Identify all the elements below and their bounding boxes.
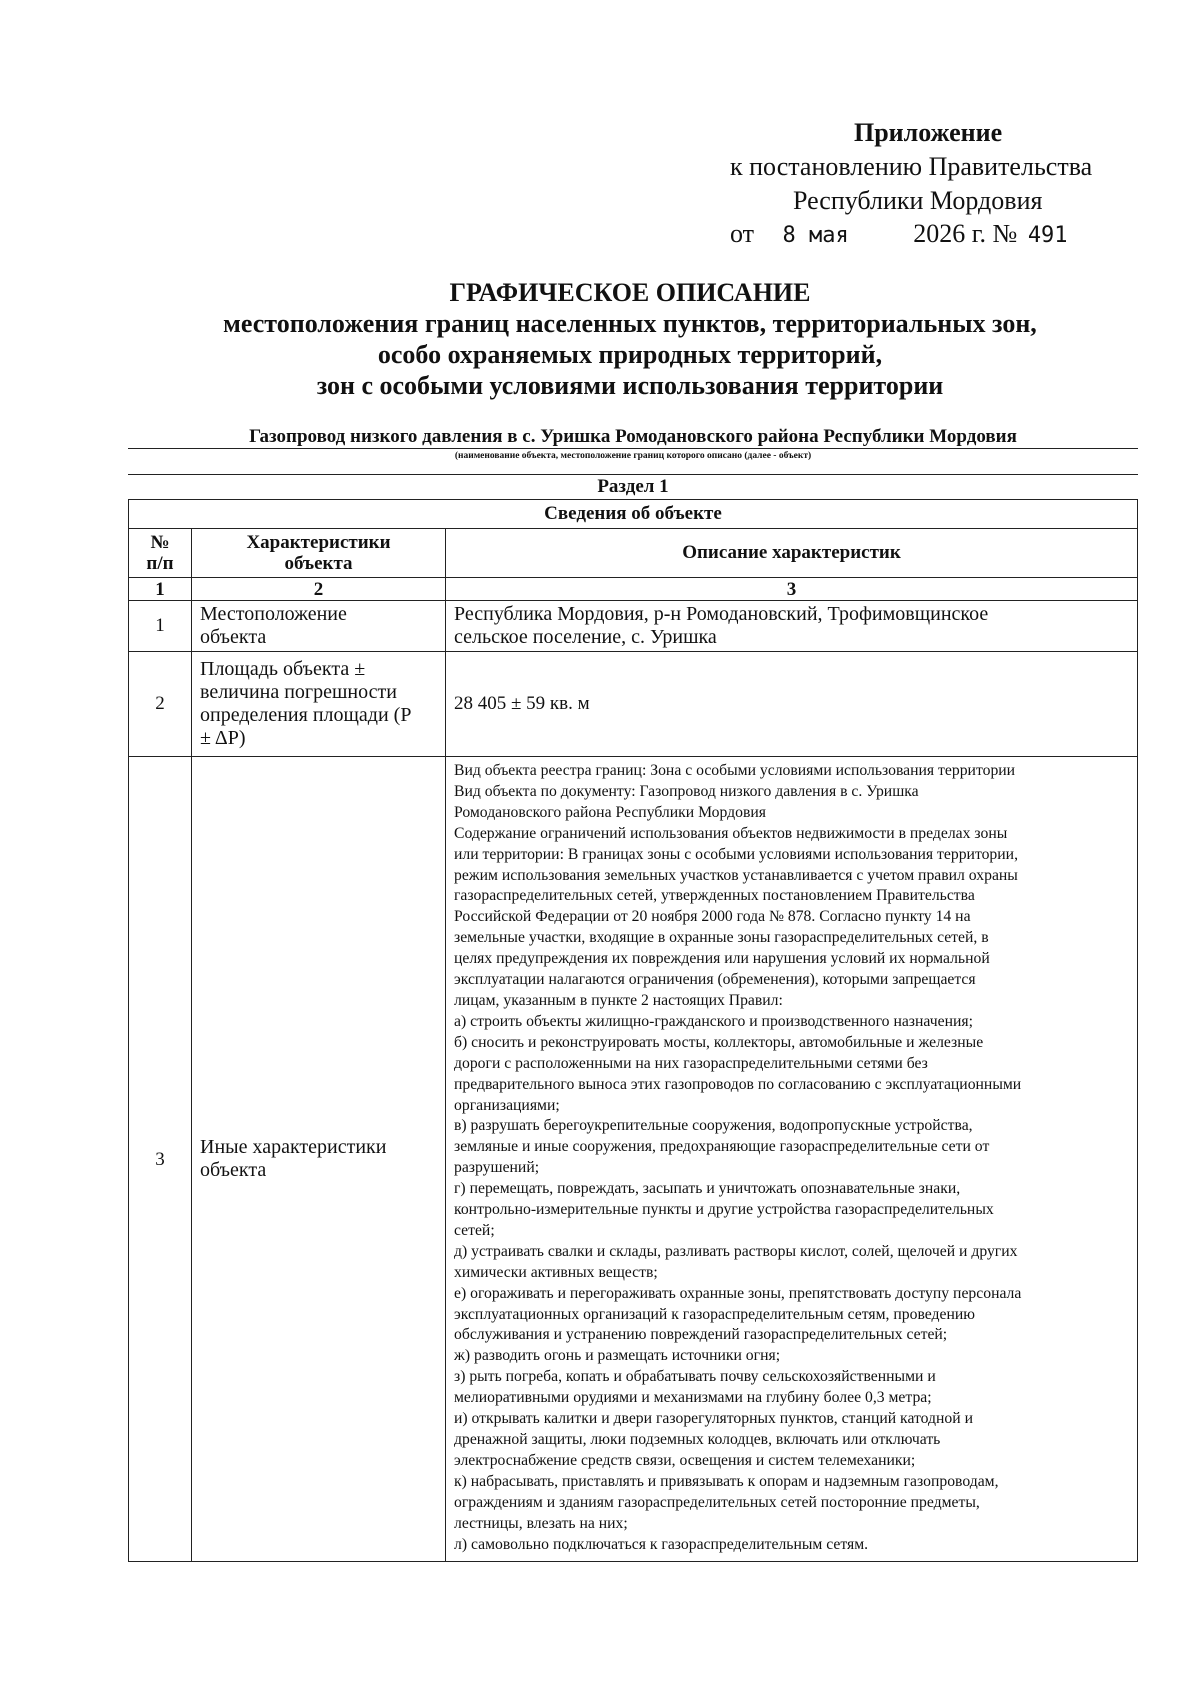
column-number: 2	[192, 578, 446, 601]
column-number: 1	[129, 578, 192, 601]
desc-line: организациями;	[454, 1096, 560, 1114]
desc-line: Вид объекта реестра границ: Зона с особыми условиями использования территории	[454, 762, 1016, 779]
desc-line: целях предупреждения их повреждения или нарушения условий их нормальной	[454, 950, 990, 968]
desc-line: е) огораживать и перегораживать охранные зоны, препятствовать доступу персонала	[454, 1284, 1022, 1302]
header-char	[192, 529, 446, 578]
desc-line: б) сносить и реконструировать мосты, коллекторы, автомобильные и железные	[454, 1033, 984, 1051]
header-num-line2: п/п	[146, 553, 174, 574]
row-char-line: Площадь объекта ±	[200, 658, 366, 680]
row-desc	[446, 601, 1138, 652]
row-desc-line: сельское поселение, с. Уришка	[454, 626, 717, 648]
row-value: 28 405 ± 59 кв. м	[446, 652, 1138, 757]
appendix-title: Приложение	[854, 118, 1003, 147]
desc-line: ограждениям и зданиям газораспределительных сетей посторонние предметы,	[454, 1493, 980, 1511]
desc-line: земельные участки, входящие в охранные зоны газораспределительных сетей, в	[454, 929, 989, 947]
appendix-number: 491	[1027, 223, 1068, 248]
desc-line: Вид объекта по документу: Газопровод низкого давления в с. Уришка	[454, 782, 919, 800]
row-num: 3	[129, 757, 192, 1562]
desc-line: г) перемещать, повреждать, засыпать и уничтожать опознавательные знаки,	[454, 1180, 961, 1198]
column-number-row	[129, 578, 1138, 601]
desc-line: и) открывать калитки и двери газорегуляторных пунктов, станций катодной и	[454, 1410, 973, 1428]
heading-line-1: местоположения границ населенных пунктов, территориальных зон,	[223, 309, 1037, 338]
desc-line: контрольно-измерительные пункты и другие устройства газораспределительных	[454, 1201, 994, 1219]
heading-line-3: зон с особыми условиями использования территории	[316, 371, 944, 400]
row-char	[192, 652, 446, 757]
desc-line: к) набрасывать, приставлять и привязывать к опорам и надземным газопроводам,	[454, 1472, 999, 1490]
table-row	[129, 652, 1138, 757]
desc-line: режим использования земельных участков устанавливается с учетом правил охраны	[454, 866, 1018, 884]
desc-line: в) разрушать берегоукрепительные сооружения, водопропускные устройства,	[454, 1117, 973, 1135]
desc-line: дренажной защиты, люки подземных колодцев, включать или отключать	[454, 1431, 941, 1448]
header-char-line1: Характеристики	[246, 531, 391, 553]
desc-line: сетей;	[454, 1221, 495, 1239]
row-char-line: Местоположение	[200, 603, 347, 625]
row-char-line: ± ΔР)	[200, 727, 246, 749]
table-subtitle: Сведения об объекте	[129, 500, 1138, 529]
desc-line: химически активных веществ;	[454, 1263, 658, 1281]
object-caption: (наименование объекта, местоположение границ которого описано (далее - объект)	[454, 451, 812, 461]
desc-line: дороги с расположенными на них газораспределительными сетями без	[454, 1054, 928, 1072]
row-num: 2	[129, 652, 192, 757]
desc-line: земляные и иные сооружения, предохраняющие газораспределительные сети от	[454, 1138, 990, 1156]
desc-line: Российской Федерации от 20 ноября 2000 года № 878. Согласно пункту 14 на	[454, 908, 971, 926]
object-name: Газопровод низкого давления в с. Уришка Ромодановского района Республики Мордовия	[128, 426, 1138, 449]
appendix-year: 2026 г. №	[913, 219, 1018, 248]
row-char	[192, 757, 446, 1562]
desc-line: з) рыть погреба, копать и обрабатывать почву сельскохозяйственными и	[454, 1368, 936, 1386]
column-number: 3	[446, 578, 1138, 601]
row-char-line: величина погрешности	[200, 681, 397, 703]
appendix-line-2: Республики Мордовия	[793, 186, 1043, 215]
desc-line: д) устраивать свалки и склады, разливать растворы кислот, солей, щелочей и других	[454, 1242, 1018, 1260]
row-char-line: определения площади (Р	[200, 704, 412, 726]
document-heading	[120, 278, 1140, 402]
desc-line: Ромодановского района Республики Мордовия	[454, 803, 766, 821]
header-num	[129, 529, 192, 578]
desc-line: или территории: В границах зоны с особыми условиями использования территории,	[454, 845, 1018, 863]
desc-line: эксплуатационных организаций к газораспределительным сетям, проведению	[454, 1305, 975, 1323]
appendix-line-1: к постановлению Правительства	[730, 152, 1093, 181]
divider	[128, 474, 1138, 475]
row-char-line: Иные характеристики	[200, 1136, 387, 1159]
header-desc: Описание характеристик	[446, 529, 1138, 578]
desc-line: ж) разводить огонь и размещать источники огня;	[454, 1347, 781, 1365]
row-desc-line: Республика Мордовия, р-н Ромодановский, Трофимовщинское	[454, 603, 989, 625]
desc-line: газораспределительных сетей, утвержденных постановлением Правительства	[454, 887, 975, 905]
table-header-row	[129, 529, 1138, 578]
heading-title: ГРАФИЧЕСКОЕ ОПИСАНИЕ	[449, 278, 811, 307]
row-desc	[446, 757, 1138, 1562]
appendix-date: 8 мая	[782, 223, 849, 248]
header-char-line2: объекта	[284, 553, 353, 574]
desc-line: разрушений;	[454, 1159, 540, 1177]
desc-line: лицам, указанным в пункте 2 настоящих Правил:	[454, 991, 783, 1009]
row-char	[192, 601, 446, 652]
header-num-line1: №	[150, 531, 170, 553]
desc-line: обслуживания и устранению повреждений газораспределительных сетей;	[454, 1326, 948, 1344]
desc-line: предварительного выноса этих газопроводов по согласованию с эксплуатационными	[454, 1075, 1022, 1093]
heading-line-2: особо охраняемых природных территорий,	[377, 340, 883, 369]
table-row	[129, 757, 1138, 1562]
appendix-date-prefix: от	[730, 219, 755, 248]
table-subtitle-row	[129, 500, 1138, 529]
appendix-date-line	[730, 218, 1068, 252]
object-info-table	[128, 499, 1138, 1562]
desc-line: а) строить объекты жилищно-гражданского и производственного назначения;	[454, 1012, 973, 1030]
desc-line: Содержание ограничений использования объектов недвижимости в пределах зоны	[454, 824, 1008, 842]
desc-line: лестницы, влезать на них;	[454, 1514, 628, 1532]
section-title: Раздел 1	[597, 476, 669, 497]
row-char-line: объекта	[200, 1159, 267, 1182]
desc-line: мелиоративными орудиями и механизмами на глубину более 0,3 метра;	[454, 1389, 932, 1407]
table-row	[129, 601, 1138, 652]
desc-line: электроснабжение средств связи, освещения и систем телемеханики;	[454, 1451, 916, 1469]
desc-line: эксплуатации налагаются ограничения (обременения), которыми запрещается	[454, 971, 976, 989]
desc-line: л) самовольно подключаться к газораспределительным сетям.	[454, 1535, 869, 1553]
row-num: 1	[129, 601, 192, 652]
row-char-line: объекта	[200, 626, 267, 648]
